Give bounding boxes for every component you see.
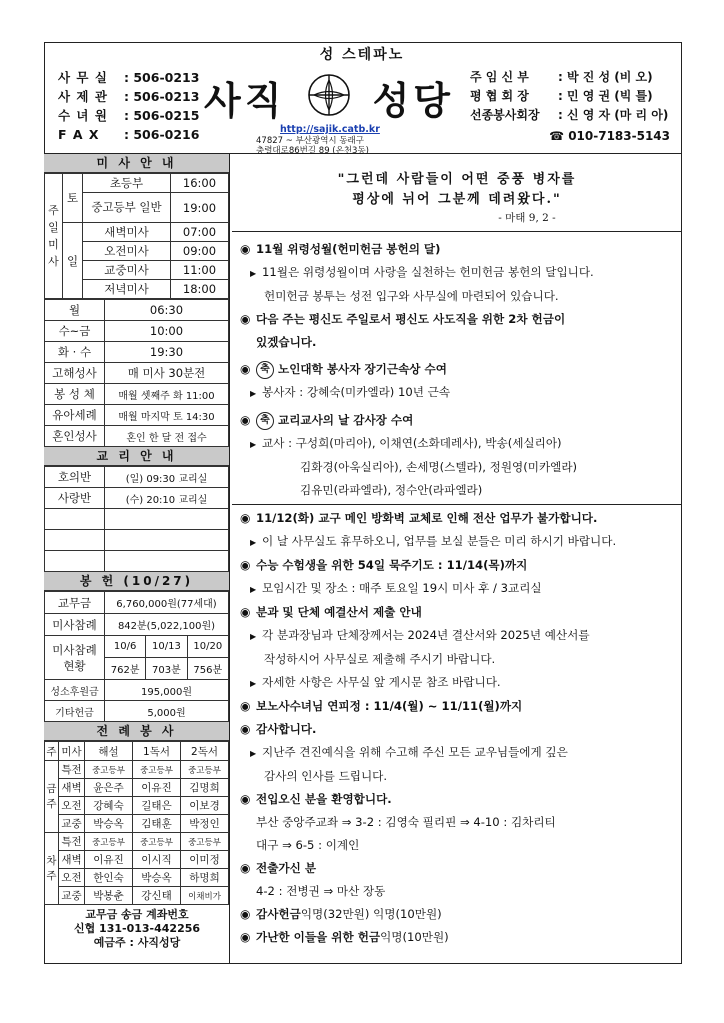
notice-body: 김화경(아욱실리아), 손세명(스텔라), 정원영(미카엘라) (300, 460, 578, 474)
bullet-icon: ◉ (240, 792, 251, 806)
notice-value: 익명(32만원) 익명(10만원) (300, 907, 442, 921)
staff-role: 평 협 회 장 (470, 89, 529, 103)
mass-name: 새벽미사 (83, 223, 171, 242)
service-mass: 오전 (59, 869, 85, 887)
attendance-count: 762분 (105, 658, 146, 680)
website-link[interactable]: http://sajik.catb.kr (280, 124, 380, 135)
contact-row (58, 87, 199, 106)
sacrament-name: 혼인성사 (45, 426, 105, 447)
address-line: 충렬대로86번길 89 (온천3동) (256, 146, 369, 156)
service-col: 해설 (85, 742, 133, 761)
mass-name: 초등부 (83, 174, 171, 193)
quote-line: "그런데 사람들이 어떤 중풍 병자를 (337, 172, 577, 187)
contact-label: 사 제 관 (58, 89, 108, 104)
service-person: 강혜숙 (85, 797, 133, 815)
contact-row (58, 68, 199, 87)
offering-value: 842분(5,022,100원) (105, 614, 229, 636)
notice-body: 김유민(라파엘라), 정수안(라파엘라) (300, 483, 483, 497)
mass-name: 저녁미사 (83, 280, 171, 299)
service-person: 김태훈 (133, 815, 181, 833)
service-person: 중고등부 (133, 761, 181, 779)
bullet-icon: ◉ (240, 930, 251, 944)
notice-body: 부산 중앙주교좌 ⇒ 3-2 : 김영숙 필리핀 ⇒ 4-10 : 김차리티 (256, 815, 556, 829)
service-mass: 특전 (59, 833, 85, 851)
service-mass: 교중 (59, 887, 85, 905)
next-week-label: 차주 (45, 833, 59, 905)
header (44, 62, 682, 154)
mass-table (44, 173, 229, 299)
weekday-time: 19:30 (105, 342, 229, 363)
offering-name: 교무금 (45, 592, 105, 614)
empty-cell (45, 551, 105, 572)
notice-title: ◉ 11월 위령성월(헌미헌금 봉헌의 달) (240, 238, 678, 261)
doctrine-heading: 교 리 안 내 (44, 447, 229, 466)
celebration-icon: 축 (256, 361, 274, 379)
quote-line: 평상에 뉘어 그분께 데려왔다." (352, 192, 562, 207)
offering-value: 195,000원 (105, 680, 229, 701)
bullet-icon: ◉ (240, 362, 251, 376)
contact-label: F A X (58, 127, 100, 142)
service-person: 중고등부 (181, 833, 229, 851)
sunday-label: 주일미사 (45, 174, 63, 299)
notice-title: ◉ 축 교리교사의 날 감사장 수여 (240, 409, 678, 432)
service-person: 하명희 (181, 869, 229, 887)
offering-value: 6,760,000원(77세대) (105, 592, 229, 614)
notice-body: 작성하시어 사무실로 제출해 주시기 바랍니다. (264, 652, 496, 666)
service-person: 박봉춘 (85, 887, 133, 905)
title-right: 성당 (372, 79, 454, 123)
staff-row (470, 68, 670, 87)
mass-time: 16:00 (171, 174, 229, 193)
notice-body: ▶ 지난주 견진예식을 위해 수고해 주신 모든 교우님들에게 깊은 (240, 741, 678, 765)
service-table (44, 741, 229, 905)
gospel-quote (232, 154, 682, 232)
offering-table (44, 591, 229, 722)
empty-cell (105, 509, 229, 530)
bullet-icon: ◉ (240, 242, 251, 256)
bullet-icon: ◉ (240, 699, 251, 713)
empty-cell (105, 551, 229, 572)
doctrine-table (44, 466, 229, 572)
contact-label: 사 무 실 (58, 70, 108, 85)
contact-list (58, 68, 199, 144)
service-person: 이유진 (133, 779, 181, 797)
offering-value: 5,000원 (105, 701, 229, 722)
offering-heading: 봉 헌 (10/27) (44, 572, 229, 591)
staff-row (470, 106, 670, 125)
notice-body: 대구 ⇒ 6-5 : 이계인 (256, 838, 360, 852)
notices (232, 232, 682, 949)
triangle-icon: ▶ (250, 749, 257, 758)
service-person: 중고등부 (85, 761, 133, 779)
bullet-icon: ◉ (240, 413, 251, 427)
service-mass: 새벽 (59, 779, 85, 797)
notice-title: ◉ 감사헌금 익명(32만원) 익명(10만원) (240, 903, 678, 926)
account-line: 신협 131-013-442256 (73, 922, 201, 935)
notice-value: 익명(10만원) (380, 930, 449, 944)
empty-cell (45, 530, 105, 551)
notice-title: ◉ 축 노인대학 봉사자 장기근속상 수여 (240, 358, 678, 381)
contact-value: : 506-0213 (124, 70, 200, 85)
attendance-count: 756분 (187, 658, 228, 680)
sacrament-name: 유아세례 (45, 405, 105, 426)
bullet-icon: ◉ (240, 312, 251, 326)
mass-name: 오전미사 (83, 242, 171, 261)
service-col: 1독서 (133, 742, 181, 761)
triangle-icon: ▶ (250, 679, 257, 688)
triangle-icon: ▶ (250, 440, 257, 449)
service-person: 이채비가 (181, 887, 229, 905)
service-mass: 새벽 (59, 851, 85, 869)
account-info (44, 908, 230, 950)
service-person: 중고등부 (85, 833, 133, 851)
service-col: 2독서 (181, 742, 229, 761)
sacrament-info: 매월 마지막 토 14:30 (105, 405, 229, 426)
notice-title: ◉ 분과 및 단체 예결산서 제출 안내 (240, 601, 678, 624)
triangle-icon: ▶ (250, 269, 257, 278)
service-person: 한인숙 (85, 869, 133, 887)
notice-title: ◉ 11/12(화) 교구 메인 방화벽 교체로 인해 전산 업무가 불가합니다. (240, 507, 678, 530)
address-line: 47827 ~ 부산광역시 동래구 (256, 136, 364, 146)
bullet-icon: ◉ (240, 558, 251, 572)
address (256, 136, 369, 156)
triangle-icon: ▶ (250, 389, 257, 398)
service-person: 이유진 (85, 851, 133, 869)
doctrine-time: (일) 09:30 교리실 (105, 467, 229, 488)
service-person: 이미정 (181, 851, 229, 869)
mass-time: 18:00 (171, 280, 229, 299)
weekday-name: 수~금 (45, 321, 105, 342)
sacrament-info: 혼인 한 달 전 접수 (105, 426, 229, 447)
sacrament-name: 고해성사 (45, 363, 105, 384)
bullet-icon: ◉ (240, 907, 251, 921)
notice-body: 감사의 인사를 드립니다. (264, 769, 388, 783)
notice-title: ◉ 보노사수녀님 연피정 : 11/4(월) ~ 11/11(월)까지 (240, 695, 678, 718)
service-person: 강신태 (133, 887, 181, 905)
attendance-count: 703분 (146, 658, 187, 680)
church-logo-icon (306, 72, 352, 118)
staff-row (470, 87, 670, 106)
contact-row (58, 125, 199, 144)
empty-cell (45, 509, 105, 530)
service-mass: 특전 (59, 761, 85, 779)
notice-body: ▶ 자세한 사항은 사무실 앞 게시문 참조 바랍니다. (240, 671, 678, 695)
right-column (232, 154, 682, 949)
service-person: 박정인 (181, 815, 229, 833)
sun-label: 일 (63, 223, 83, 299)
notice-title: ◉ 다음 주는 평신도 주일로서 평신도 사도직을 위한 2차 헌금이 (240, 308, 678, 331)
service-person: 이보경 (181, 797, 229, 815)
weekday-name: 월 (45, 300, 105, 321)
bullet-icon: ◉ (240, 605, 251, 619)
triangle-icon: ▶ (250, 585, 257, 594)
service-person: 박승옥 (133, 869, 181, 887)
sacrament-info: 매월 셋째주 화 11:00 (105, 384, 229, 405)
notice-body: ▶ 이 날 사무실도 휴무하오니, 업무를 보실 분들은 미리 하시기 바랍니다. (240, 530, 678, 554)
mass-time: 09:00 (171, 242, 229, 261)
this-week-label: 금주 (45, 761, 59, 833)
contact-value: : 506-0213 (124, 89, 200, 104)
celebration-icon: 축 (256, 412, 274, 430)
notice-body: ▶ 각 분과장님과 단체장께서는 2024년 결산서와 2025년 예산서를 (240, 624, 678, 648)
weekday-time: 10:00 (105, 321, 229, 342)
service-person: 중고등부 (181, 761, 229, 779)
notice-title: ◉ 가난한 이들을 위한 헌금 익명(10만원) (240, 926, 678, 949)
attendance-date: 10/6 (105, 636, 146, 658)
notice-title: ◉ 감사합니다. (240, 718, 678, 741)
bullet-icon: ◉ (240, 511, 251, 525)
sacrament-name: 봉 성 체 (45, 384, 105, 405)
staff-name: : 민 영 권 (빅 틀) (558, 89, 653, 103)
mass-heading: 미 사 안 내 (44, 154, 229, 173)
notice-title: 있겠습니다. (256, 335, 317, 349)
service-person: 중고등부 (133, 833, 181, 851)
contact-label: 수 녀 원 (58, 108, 108, 123)
doctrine-time: (수) 20:10 교리실 (105, 488, 229, 509)
staff-name: : 신 영 자 (마 리 아) (558, 108, 669, 122)
mass-time: 07:00 (171, 223, 229, 242)
offering-name: 기타헌금 (45, 701, 105, 722)
service-col: 미사 (59, 742, 85, 761)
phone-number: ☎ 010-7183-5143 (549, 129, 670, 143)
notice-title: ◉ 전출가신 분 (240, 857, 678, 880)
mass-time: 11:00 (171, 261, 229, 280)
service-person: 길태은 (133, 797, 181, 815)
doctrine-class: 사랑반 (45, 488, 105, 509)
service-mass: 교중 (59, 815, 85, 833)
notice-body: ▶ 교사 : 구성희(마리아), 이채연(소화데레사), 박송(세실리아) (240, 432, 678, 456)
left-column (44, 154, 230, 964)
service-person: 박승옥 (85, 815, 133, 833)
offering-name: 미사참례 (45, 614, 105, 636)
mass-name: 교중미사 (83, 261, 171, 280)
staff-name: : 박 진 성 (비 오) (558, 70, 653, 84)
attendance-label: 미사참례 현황 (45, 636, 105, 680)
sat-label: 토 (63, 174, 83, 223)
service-col: 주 (45, 742, 59, 761)
contact-value: : 506-0216 (124, 127, 200, 142)
notice-body: 4-2 : 전병권 ⇒ 마산 장동 (256, 884, 386, 898)
service-mass: 오전 (59, 797, 85, 815)
mass-time: 19:00 (171, 193, 229, 223)
offering-name: 성소후원금 (45, 680, 105, 701)
church-title (204, 68, 454, 124)
service-person: 이시직 (133, 851, 181, 869)
contact-row (58, 106, 199, 125)
attendance-date: 10/13 (146, 636, 187, 658)
mass-name: 중고등부 일반 (83, 193, 171, 223)
notice-body: 헌미헌금 봉투는 성전 입구와 사무실에 마련되어 있습니다. (264, 289, 559, 303)
divider (232, 504, 682, 505)
service-person: 김명희 (181, 779, 229, 797)
weekday-mass-table (44, 299, 229, 447)
triangle-icon: ▶ (250, 538, 257, 547)
quote-reference: - 마태 9, 2 - (498, 212, 556, 224)
notice-title: ◉ 전입오신 분을 환영합니다. (240, 788, 678, 811)
staff-role: 선종봉사회장 (470, 108, 540, 122)
bullet-icon: ◉ (240, 722, 251, 736)
staff-role: 주 임 신 부 (470, 70, 529, 84)
notice-title: ◉ 수능 수험생을 위한 54일 묵주기도 : 11/14(목)까지 (240, 554, 678, 577)
sacrament-info: 매 미사 30분전 (105, 363, 229, 384)
notice-body: ▶ 모임시간 및 장소 : 매주 토요일 19시 미사 후 / 3교리실 (240, 577, 678, 601)
notice-body: ▶ 11월은 위령성월이며 사랑을 실천하는 헌미헌금 봉헌의 달입니다. (240, 261, 678, 285)
weekday-time: 06:30 (105, 300, 229, 321)
account-line: 교무금 송금 계좌번호 (85, 908, 189, 921)
account-line: 예금주 : 사직성당 (93, 936, 181, 949)
triangle-icon: ▶ (250, 632, 257, 641)
contact-value: : 506-0215 (124, 108, 200, 123)
empty-cell (105, 530, 229, 551)
parish-name: 성 스테파노 (319, 47, 405, 63)
attendance-date: 10/20 (187, 636, 228, 658)
notice-body: ▶ 봉사자 : 강혜숙(미카엘라) 10년 근속 (240, 381, 678, 405)
service-person: 윤은주 (85, 779, 133, 797)
service-heading: 전 례 봉 사 (44, 722, 229, 741)
doctrine-class: 호의반 (45, 467, 105, 488)
staff-list (470, 68, 670, 146)
weekday-name: 화 · 수 (45, 342, 105, 363)
title-left: 사직 (204, 79, 286, 123)
bullet-icon: ◉ (240, 861, 251, 875)
